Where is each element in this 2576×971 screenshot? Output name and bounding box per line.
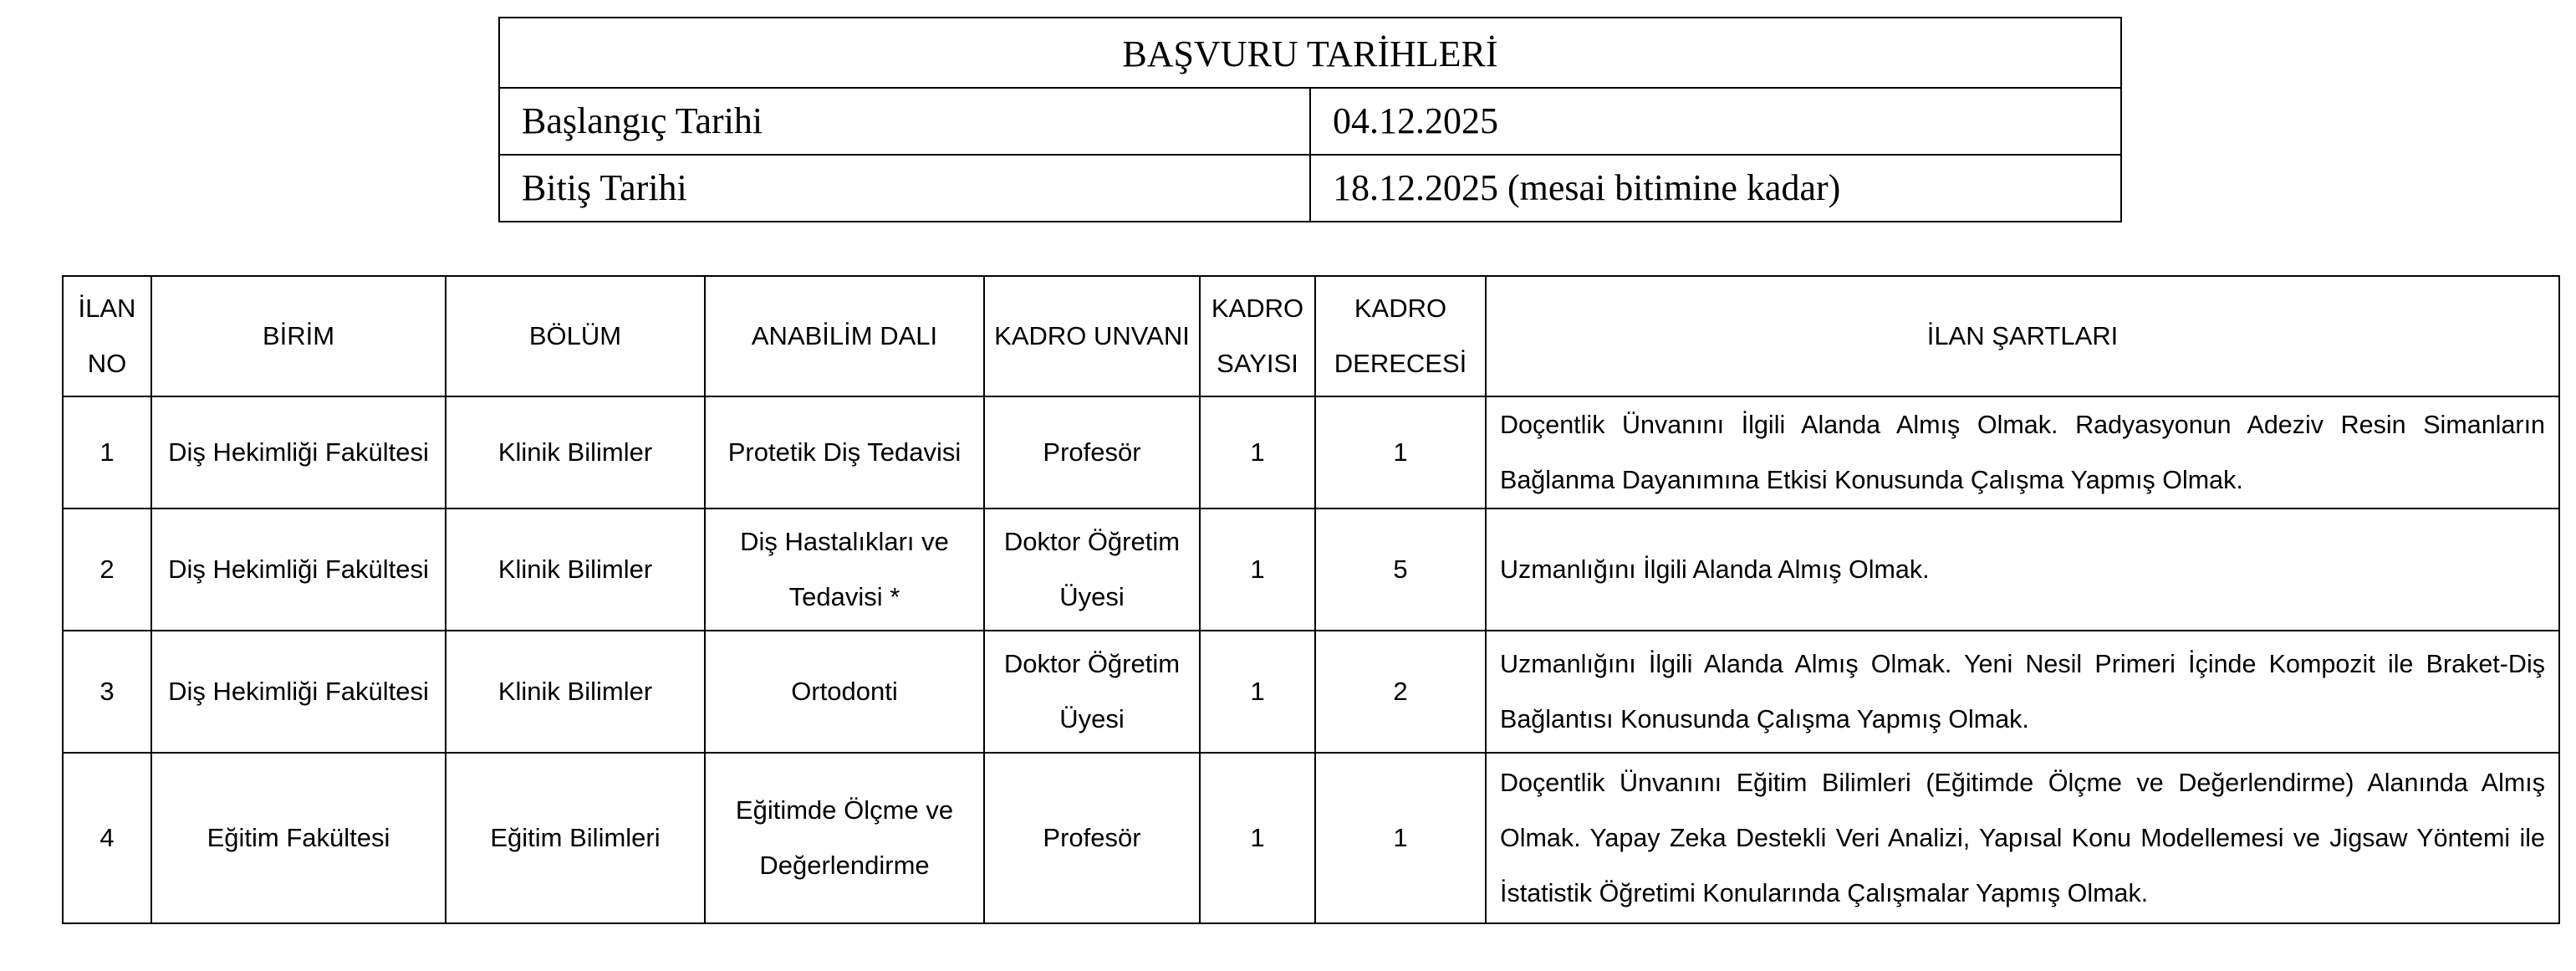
- header-bolum: BÖLÜM: [446, 276, 705, 396]
- header-kadro-unvani: KADRO UNVANI: [984, 276, 1200, 396]
- cell-kadro-sayisi: 1: [1200, 753, 1315, 923]
- header-ilan-no: İLAN NO: [63, 276, 151, 396]
- header-anabilim-dali: ANABİLİM DALI: [705, 276, 984, 396]
- cell-bolum: Klinik Bilimler: [446, 631, 705, 753]
- cell-kadro-sayisi: 1: [1200, 631, 1315, 753]
- cell-ilan-sartlari: Doçentlik Ünvanını Eğitim Bilimleri (Eğitimde Ölçme ve Değerlendirme) Alanında Almış Olmak. Yapay Zeka Destekli Veri Analizi, Yapısal Konu Modellemesi ve Jigsaw Yöntemi ile İstatistik Öğretimi Konularında Çalışmalar Yapmış Olmak.: [1486, 753, 2559, 923]
- cell-ilan-no: 2: [63, 508, 151, 631]
- header-kadro-derecesi: KADRO DERECESİ: [1315, 276, 1486, 396]
- cell-kadro-derecesi: 5: [1315, 508, 1486, 631]
- end-date-value: 18.12.2025 (mesai bitimine kadar): [1310, 155, 2121, 222]
- cell-birim: Diş Hekimliği Fakültesi: [151, 508, 446, 631]
- cell-kadro-unvani: Doktor Öğretim Üyesi: [984, 631, 1200, 753]
- listings-table: [62, 275, 2560, 924]
- cell-kadro-derecesi: 1: [1315, 753, 1486, 923]
- application-dates-table: [498, 17, 2122, 222]
- cell-kadro-unvani: Doktor Öğretim Üyesi: [984, 508, 1200, 631]
- cell-bolum: Klinik Bilimler: [446, 396, 705, 508]
- start-date-value: 04.12.2025: [1310, 88, 2121, 155]
- cell-bolum: Eğitim Bilimleri: [446, 753, 705, 923]
- start-date-label: Başlangıç Tarihi: [499, 88, 1310, 155]
- cell-bolum: Klinik Bilimler: [446, 508, 705, 631]
- cell-birim: Diş Hekimliği Fakültesi: [151, 396, 446, 508]
- header-birim: BİRİM: [151, 276, 446, 396]
- cell-birim: Diş Hekimliği Fakültesi: [151, 631, 446, 753]
- cell-kadro-unvani: Profesör: [984, 396, 1200, 508]
- cell-kadro-derecesi: 1: [1315, 396, 1486, 508]
- cell-anabilim-dali: Protetik Diş Tedavisi: [705, 396, 984, 508]
- table-row: [63, 396, 2559, 508]
- cell-kadro-unvani: Profesör: [984, 753, 1200, 923]
- cell-birim: Eğitim Fakültesi: [151, 753, 446, 923]
- cell-anabilim-dali: Ortodonti: [705, 631, 984, 753]
- header-ilan-sartlari: İLAN ŞARTLARI: [1486, 276, 2559, 396]
- cell-ilan-no: 1: [63, 396, 151, 508]
- dates-title: BAŞVURU TARİHLERİ: [499, 18, 2121, 88]
- table-row: [63, 753, 2559, 923]
- header-kadro-sayisi: KADRO SAYISI: [1200, 276, 1315, 396]
- cell-anabilim-dali: Eğitimde Ölçme ve Değerlendirme: [705, 753, 984, 923]
- end-date-label: Bitiş Tarihi: [499, 155, 1310, 222]
- cell-ilan-no: 4: [63, 753, 151, 923]
- cell-kadro-derecesi: 2: [1315, 631, 1486, 753]
- table-header-row: [63, 276, 2559, 396]
- cell-ilan-sartlari: Uzmanlığını İlgili Alanda Almış Olmak. Yeni Nesil Primeri İçinde Kompozit ile Braket-Diş Bağlantısı Konusunda Çalışma Yapmış Olmak.: [1486, 631, 2559, 753]
- cell-anabilim-dali: Diş Hastalıkları ve Tedavisi *: [705, 508, 984, 631]
- table-row: [63, 631, 2559, 753]
- table-row: [63, 508, 2559, 631]
- cell-kadro-sayisi: 1: [1200, 396, 1315, 508]
- cell-ilan-no: 3: [63, 631, 151, 753]
- cell-kadro-sayisi: 1: [1200, 508, 1315, 631]
- cell-ilan-sartlari: Uzmanlığını İlgili Alanda Almış Olmak.: [1486, 508, 2559, 631]
- cell-ilan-sartlari: Doçentlik Ünvanını İlgili Alanda Almış Olmak. Radyasyonun Adeziv Resin Simanların Bağlanma Dayanımına Etkisi Konusunda Çalışma Yapmış Olmak.: [1486, 396, 2559, 508]
